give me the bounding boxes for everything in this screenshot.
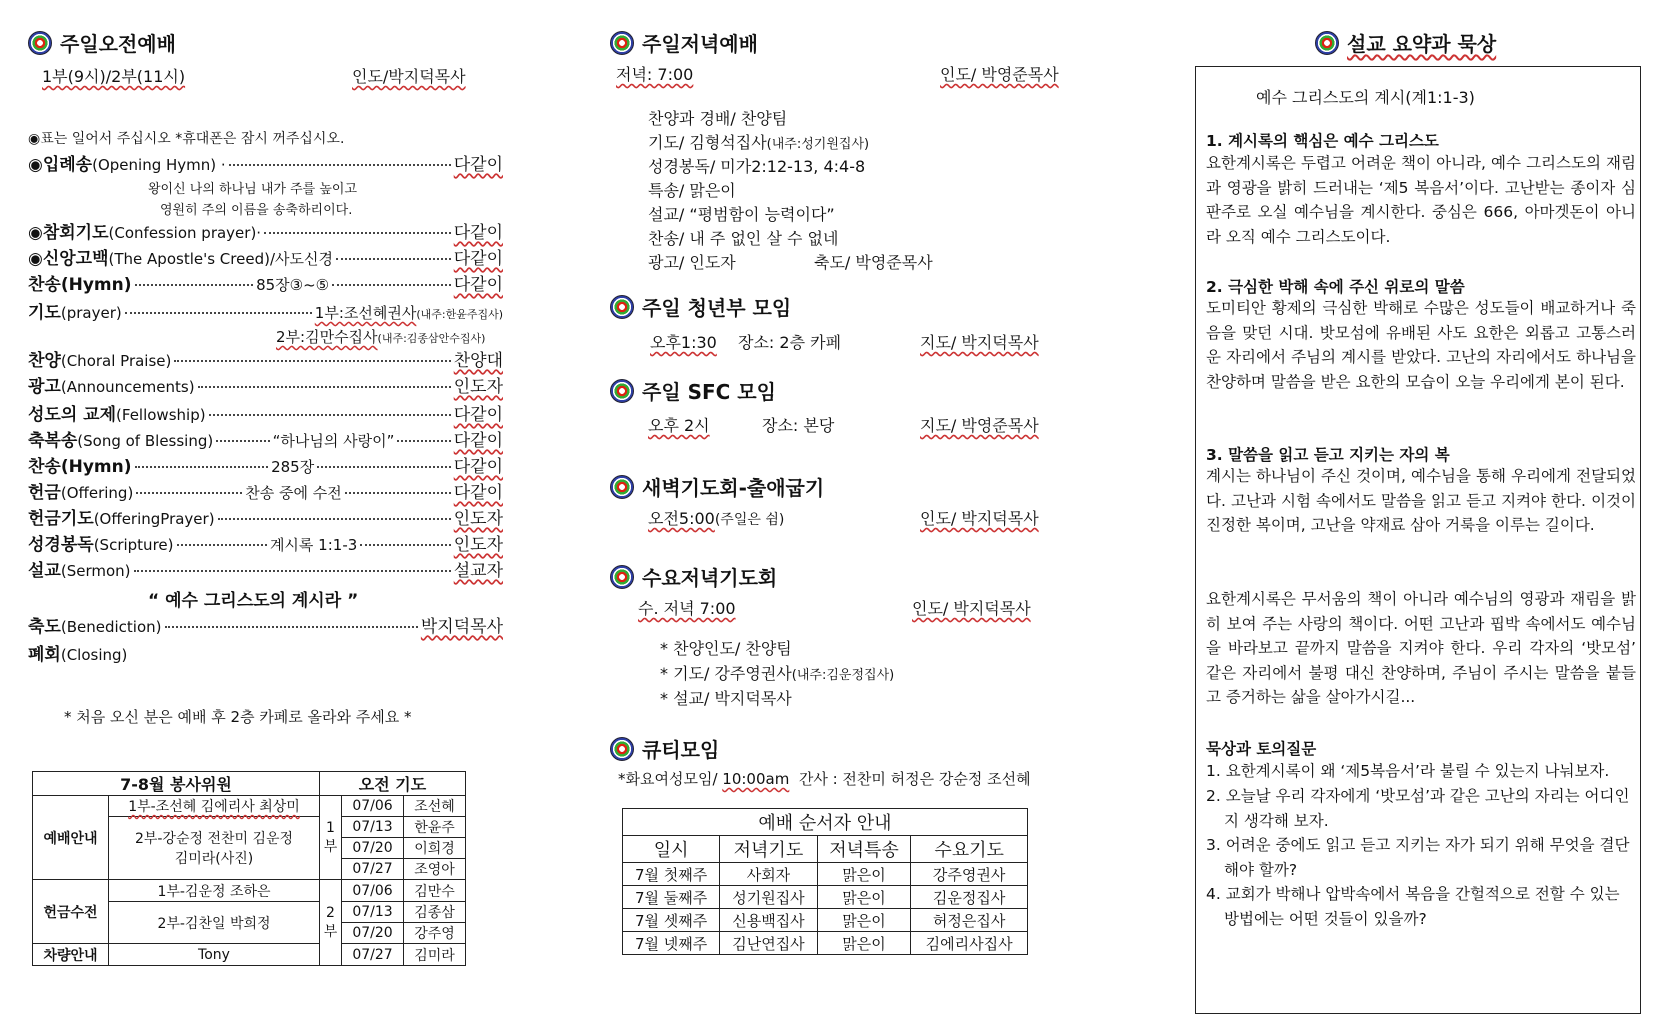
- order-item-detail: 85장③~⑤: [256, 276, 330, 294]
- dawn-time: 오전5:00(주일은 쉼): [648, 509, 785, 528]
- evening-worship-heading: 주일저녁예배: [610, 28, 758, 57]
- roster-caption: 예배 순서자 안내: [623, 809, 1028, 836]
- leader-dots: [336, 258, 451, 260]
- order-item-name: 설교: [28, 561, 61, 581]
- question-3: 3. 어려운 중에도 읽고 듣고 지키는 자가 되기 위해 무엇을 결단 해야 할까?: [1206, 836, 1630, 879]
- sfc-time: 오후 2시: [648, 416, 710, 435]
- order-item-english: (Scripture): [93, 536, 174, 554]
- date: 07/13: [342, 902, 404, 923]
- order-item-name: 성도의 교제: [28, 405, 117, 425]
- youth-place: 장소: 2층 카페: [738, 333, 842, 352]
- sermon-title: “ 예수 그리스도의 계시라 ”: [148, 591, 359, 611]
- roster-cell: 맑은이: [817, 863, 911, 886]
- sfc-place: 장소: 본당: [762, 416, 835, 435]
- question-1: 1. 요한계시록이 왜 ‘제5복음서’라 불릴 수 있는지 나눠보자.: [1206, 762, 1610, 780]
- standing-notice: ◉표는 일어서 주십시오 *휴대폰은 잠시 꺼주십시오.: [28, 131, 345, 147]
- order-item-name: 찬송(Hymn): [28, 275, 132, 295]
- date: 07/20: [342, 838, 404, 859]
- order-item-english: (Confession prayer)·: [108, 224, 262, 242]
- wednesday-line: * 설교/ 박지덕목사: [660, 689, 792, 708]
- meditation-heading: 묵상과 토의질문: [1206, 740, 1317, 758]
- worship-order-row: [28, 244, 503, 269]
- order-item-detail: 285장: [271, 458, 315, 476]
- date: 07/27: [342, 944, 404, 966]
- leader-dots: [198, 386, 451, 388]
- worship-order-row: [28, 426, 503, 451]
- order-item-english: (The Apostle's Creed)/사도신경: [108, 250, 333, 268]
- sfc-heading: 주일 SFC 모임: [610, 376, 776, 405]
- wednesday-line: * 기도/ 강주영권사(내주:김운정집사): [660, 664, 895, 683]
- roster-cell: 맑은이: [817, 909, 911, 932]
- worship-order-row: [28, 270, 503, 295]
- point-1-heading: 1. 계시록의 핵심은 예수 그리스도: [1206, 132, 1439, 150]
- prayer-header: 오전 기도: [320, 772, 466, 796]
- order-item-english: (Choral Praise): [60, 352, 172, 370]
- roster-cell: 7월 첫째주: [623, 863, 720, 886]
- roster-cell: 신용백집사: [720, 909, 817, 932]
- roster-cell: 맑은이: [817, 886, 911, 909]
- order-item-detail: 찬송 중에 수전: [245, 484, 342, 502]
- order-item-name: 헌금기도: [28, 509, 94, 529]
- order-item-responsible: 찬양대: [453, 351, 503, 371]
- order-item-detail: “하나님의 사랑이”: [272, 432, 395, 450]
- order-item-english: (Song of Blessing): [77, 432, 214, 450]
- order-item-responsible: 인도자: [453, 377, 503, 397]
- order-item-english: (Benediction): [60, 618, 162, 636]
- leader-dots: [218, 518, 451, 520]
- leader-dots: [174, 360, 450, 362]
- order-item-name: ◉참회기도: [28, 223, 109, 243]
- roster-cell: 김에리사집사: [911, 932, 1028, 955]
- roster-col-header: 일시: [623, 836, 720, 863]
- evening-line: 성경봉독/ 미가2:12-13, 4:4-8: [648, 157, 866, 176]
- roster-cell: 허정은집사: [911, 909, 1028, 932]
- evening-leader: 인도/ 박영준목사: [940, 65, 1059, 84]
- order-item-english: (Closing): [60, 646, 128, 664]
- wednesday-leader: 인도/ 박지덕목사: [912, 599, 1031, 618]
- evening-line: 찬양과 경배/ 찬양팀: [648, 109, 788, 128]
- target-bullet-icon: [610, 379, 634, 403]
- order-item-english: (prayer): [60, 304, 122, 322]
- leader-dots: [317, 466, 451, 468]
- order-item-responsible: 다같이: [453, 223, 503, 243]
- car-value: Tony: [109, 944, 320, 966]
- sermon-subtitle: 예수 그리스도의 계시(계1:1-3): [1256, 88, 1475, 107]
- order-item-responsible: 다같이: [453, 405, 503, 425]
- offering-2nd: 2부-김찬일 박희정: [109, 902, 320, 944]
- date: 07/27: [342, 859, 404, 880]
- leader-dots: [264, 232, 451, 234]
- leader-dots: [209, 414, 451, 416]
- point-3-heading: 3. 말씀을 읽고 듣고 지키는 자의 복: [1206, 446, 1450, 464]
- worship-order-row: [28, 530, 503, 555]
- order-item-english: (Fellowship): [116, 406, 206, 424]
- part2-label: 2 부: [320, 880, 342, 966]
- roster-cell: 강주영권사: [911, 863, 1028, 886]
- date: 07/06: [342, 880, 404, 902]
- prayer-2nd-service: 2부:김만수집사(내주:김종삼안수집사): [276, 328, 486, 346]
- dawn-prayer-heading: 새벽기도회-출애굽기: [610, 472, 824, 501]
- worship-order-row: [28, 478, 503, 503]
- youth-time: 오후1:30: [650, 333, 717, 352]
- date: 07/13: [342, 817, 404, 838]
- prayer-name: 한윤주: [404, 817, 466, 838]
- evening-line: 찬송/ 내 주 없인 살 수 없네: [648, 229, 839, 248]
- evening-line: 기도/ 김형석집사(내주:성기원집사): [648, 133, 870, 152]
- morning-worship-heading: 주일오전예배: [28, 28, 176, 57]
- prayer-name: 김만수: [404, 880, 466, 902]
- evening-line: 축도/ 박영준목사: [814, 253, 933, 272]
- target-bullet-icon: [610, 31, 634, 55]
- order-item-responsible: 다같이: [453, 155, 503, 175]
- evening-line: 광고/ 인도자: [648, 253, 736, 272]
- wednesday-heading: 수요저녁기도회: [610, 562, 777, 591]
- point-3-text: 계시는 하나님이 주신 것이며, 예수님을 통해 우리에게 전달되었다. 고난과 시험 속에서도 말씀을 읽고 듣고 지켜야 한다. 이것이 진정한 복이며, 고난을 약재료 삼아 거룩을 이루는 길이다.: [1206, 467, 1636, 534]
- worship-order-row: [28, 150, 503, 175]
- worship-order-row: [28, 504, 503, 529]
- order-item-name: 찬송(Hymn): [28, 457, 132, 477]
- order-item-english: (Offering): [60, 484, 134, 502]
- leader-dots: [134, 570, 451, 572]
- sermon-summary-box: [1195, 66, 1641, 1014]
- volunteer-table: [32, 771, 466, 966]
- volunteer-header: 7-8월 봉사위원: [33, 772, 320, 796]
- order-item-responsible: 설교자: [453, 561, 503, 581]
- point-1-text: 요한계시록은 두렵고 어려운 책이 아니라, 예수 그리스도의 재림과 영광을 밝히 드러내는 ‘제5 복음서’이다. 고난받는 종이자 심판주로 오실 예수님을 계시한다. 중심은 666, 아마겟돈이 아니라 오직 예수 그리스도이다.: [1206, 154, 1636, 246]
- roster-cell: 김난연집사: [720, 932, 817, 955]
- order-item-english: (Opening Hymn) ·: [92, 156, 226, 174]
- order-item-english: (Sermon): [60, 562, 131, 580]
- worship-order-row: [28, 298, 503, 323]
- target-bullet-icon: [610, 295, 634, 319]
- prayer-name: 이희경: [404, 838, 466, 859]
- order-item-responsible: 다같이: [453, 431, 503, 451]
- worship-order-row: [28, 612, 503, 637]
- offering-1st: 1부-김운정 조하은: [109, 880, 320, 902]
- hymn-lyric-line2: 영원히 주의 이름을 송축하리이다.: [160, 203, 353, 218]
- order-item-detail: 계시록 1:1-3: [269, 536, 358, 554]
- morning-leader: 인도/박지덕목사: [352, 67, 466, 86]
- date: 07/06: [342, 796, 404, 817]
- prayer-name: 조선혜: [404, 796, 466, 817]
- target-bullet-icon: [610, 565, 634, 589]
- leader-dots: [345, 492, 451, 494]
- welcome-notice: * 처음 오신 분은 예배 후 2층 카페로 올라와 주세요 *: [64, 708, 412, 726]
- worship-order-row: [28, 372, 503, 397]
- worship-guide-label: 예배안내: [33, 796, 109, 880]
- worship-1st: 1부-조선혜 김에리사 최상미: [109, 796, 320, 817]
- order-item-name: ◉신앙고백: [28, 249, 109, 269]
- point-2-text: 도미티안 황제의 극심한 박해로 수많은 성도들이 배교하거나 죽음을 맞던 시대. 밧모섬에 유배된 사도 요한은 외롭고 고통스러운 자리에서 주님의 계시를 받았다. 고난의 자리에서도 하나님을 찬양하며 말씀을 받은 요한의 모습이 오늘 우리에게 본이 된다.: [1206, 299, 1636, 391]
- order-item-responsible: 인도자: [453, 535, 503, 555]
- order-item-responsible: 다같이: [453, 483, 503, 503]
- sfc-leader: 지도/ 박영준목사: [920, 416, 1039, 435]
- worship-order-row: [28, 452, 503, 477]
- leader-dots: [397, 440, 450, 442]
- roster-col-header: 저녁기도: [720, 836, 817, 863]
- leader-dots: [165, 626, 418, 628]
- part1-label: 1 부: [320, 796, 342, 880]
- order-item-detail: 1부:조선혜권사: [314, 304, 417, 322]
- leader-dots: [177, 544, 267, 546]
- worship-order-row: [28, 556, 503, 581]
- leader-dots: [332, 284, 451, 286]
- roster-cell: 7월 둘째주: [623, 886, 720, 909]
- worship-order-row: [28, 400, 503, 425]
- order-item-responsible: 인도자: [453, 509, 503, 529]
- car-label: 차량안내: [33, 944, 109, 966]
- question-4: 4. 교회가 박해나 압박속에서 복음을 간헐적으로 전할 수 있는 방법에는 어떤 것들이 있을까?: [1206, 885, 1620, 928]
- evening-time: 저녁: 7:00: [616, 65, 694, 84]
- roster-cell: 김운정집사: [911, 886, 1028, 909]
- order-item-name: 축복송: [28, 431, 78, 451]
- order-item-responsible: 다같이: [453, 275, 503, 295]
- roster-col-header: 수요기도: [911, 836, 1028, 863]
- point-2-heading: 2. 극심한 박해 속에 주신 위로의 말씀: [1206, 278, 1465, 296]
- wednesday-line: * 찬양인도/ 찬양팀: [660, 639, 792, 658]
- leader-dots: [360, 544, 450, 546]
- service-roster-table: [622, 808, 1028, 955]
- target-bullet-icon: [1315, 31, 1339, 55]
- order-item-responsible: 다같이: [453, 457, 504, 477]
- leader-dots: [216, 440, 269, 442]
- worship-order-row: [28, 640, 503, 665]
- order-item-name: 헌금: [28, 483, 61, 503]
- evening-line: 특송/ 맑은이: [648, 181, 736, 200]
- order-item-name: ◉입례송: [28, 155, 93, 175]
- worship-order-row: [28, 346, 503, 371]
- hymn-lyric-line1: 왕이신 나의 하나님 내가 주를 높이고: [148, 182, 358, 197]
- conclusion-text: 요한계시록은 무서움의 책이 아니라 예수님의 영광과 재림을 밝히 보여 주는 사랑의 책이다. 어떤 고난과 핍박 속에서도 예수님을 바라보고 끝까지 말씀을 지켜야 한다. 우리 각자의 ‘밧모섬’ 같은 자리에서 불평 대신 찬양하며, 주님이 주시는 말씀을 붙들고 증거하는 삶을 살아가시길...: [1206, 590, 1636, 706]
- order-item-name: 기도: [28, 303, 61, 323]
- worship-2nd: 2부-강순정 전찬미 김운정 김미라(사진): [109, 817, 320, 880]
- roster-cell: 맑은이: [817, 932, 911, 955]
- roster-cell: 7월 넷째주: [623, 932, 720, 955]
- order-item-name: 광고: [28, 377, 61, 397]
- target-bullet-icon: [610, 475, 634, 499]
- order-item-name: 찬양: [28, 351, 61, 371]
- sermon-summary-heading: 설교 요약과 묵상: [1315, 28, 1496, 57]
- prayer-name: 김미라: [404, 944, 466, 966]
- roster-cell: 사회자: [720, 863, 817, 886]
- roster-cell: 성기원집사: [720, 886, 817, 909]
- qt-heading: 큐티모임: [610, 734, 719, 763]
- leader-dots: [135, 466, 269, 468]
- dawn-leader: 인도/ 박지덕목사: [920, 509, 1039, 528]
- order-item-responsible: 박지덕목사: [420, 617, 503, 637]
- order-item-responsible: 다같이: [453, 249, 503, 269]
- target-bullet-icon: [610, 737, 634, 761]
- wednesday-time: 수. 저녁 7:00: [638, 599, 736, 618]
- target-bullet-icon: [28, 31, 52, 55]
- prayer-name: 조영아: [404, 859, 466, 880]
- leader-dots: [229, 164, 451, 166]
- youth-heading: 주일 청년부 모임: [610, 292, 791, 321]
- order-item-name: 성경봉독: [28, 535, 94, 555]
- worship-order-row: [28, 218, 503, 243]
- youth-leader: 지도/ 박지덕목사: [920, 333, 1039, 352]
- qt-info: *화요여성모임/ 10:00am 간사 : 전찬미 허정은 강순정 조선혜: [618, 770, 1031, 788]
- date: 07/20: [342, 923, 404, 944]
- order-item-name: 축도: [28, 617, 61, 637]
- service-times: 1부(9시)/2부(11시): [42, 67, 186, 86]
- prayer-name: 김종삼: [404, 902, 466, 923]
- leader-dots: [136, 492, 242, 494]
- prayer-name: 강주영: [404, 923, 466, 944]
- order-item-note: (내주:한윤주집사): [416, 308, 503, 321]
- question-2: 2. 오늘날 우리 각자에게 ‘밧모섬’과 같은 고난의 자리는 어디인지 생각해 보자.: [1206, 787, 1630, 830]
- roster-col-header: 저녁특송: [817, 836, 911, 863]
- order-item-english: (Announcements): [60, 378, 195, 396]
- order-item-name: 폐회: [28, 645, 61, 665]
- leader-dots: [135, 284, 254, 286]
- order-item-english: (OfferingPrayer): [93, 510, 215, 528]
- leader-dots: [125, 312, 312, 314]
- evening-line: 설교/ “평범함이 능력이다”: [648, 205, 835, 224]
- roster-cell: 7월 셋째주: [623, 909, 720, 932]
- offering-label: 헌금수전: [33, 880, 109, 944]
